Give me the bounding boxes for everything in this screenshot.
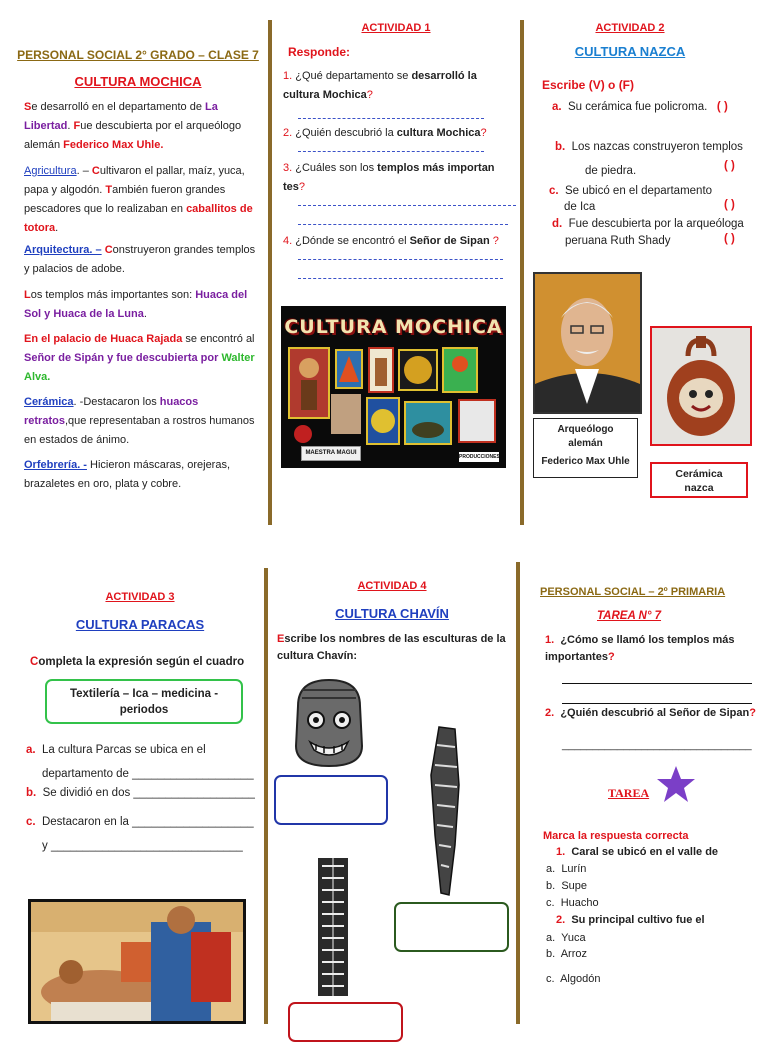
question-1: 1. ¿Qué departamento se desarrolló la cultura Mochica? — [283, 70, 477, 101]
panel6-tarea-number: TAREA N° 7 — [597, 610, 662, 622]
nazca-item-d: d. Fue descubierta por la arqueóloga peruana Ruth Shady — [552, 218, 744, 247]
nazca-item-a: a. Su cerámica fue policroma. ( ) — [552, 101, 728, 113]
homework-answer-line-1b[interactable] — [562, 702, 752, 704]
homework-question-2: 2. ¿Quién descubrió al Señor de Sipan? — [545, 707, 756, 719]
nazca-item-c: c. Se ubicó en el departamento de Ica — [549, 185, 713, 213]
answer-line-3a[interactable] — [298, 204, 516, 206]
mc-question-1: 1. Caral se ubicó en el valle de — [556, 846, 719, 858]
panel3-header: ACTIVIDAD 2 — [595, 22, 665, 34]
fold-divider-bottom-left — [264, 568, 268, 1024]
panel3-title: CULTURA NAZCA — [574, 44, 686, 59]
tf-mark-a[interactable]: ( ) — [716, 101, 728, 113]
answer-line-4a[interactable] — [298, 258, 503, 260]
panel1-temples: Los templos más importantes son: Huaca del Sol y Huaca de la Luna. — [24, 289, 248, 320]
nazca-ceramic-image — [650, 326, 752, 446]
panel5-header: ACTIVIDAD 4 — [357, 580, 427, 592]
poster-title: CULTURA MOCHICA — [284, 316, 503, 338]
poster-artwork — [281, 306, 506, 468]
answer-line-1[interactable] — [298, 117, 484, 119]
stela-artwork — [425, 725, 465, 897]
chavin-answer-box-3[interactable] — [288, 1002, 403, 1042]
paracas-item-b: b. Se dividió en dos ___________________ — [26, 787, 255, 799]
panel6-header: PERSONAL SOCIAL – 2º PRIMARIA — [540, 586, 726, 598]
chavin-head-sculpture-image — [288, 676, 370, 768]
marca-instruction: Marca la respuesta correcta — [543, 830, 689, 842]
fold-divider-top-left — [268, 20, 272, 525]
panel2-responde: Responde: — [288, 45, 351, 59]
homework-answer-line-2[interactable]: _______________________________ — [562, 739, 752, 751]
paracas-painting-image — [28, 899, 246, 1024]
tarea-label: TAREA — [608, 786, 650, 800]
poster-badge-2: PRODUCCIONES — [459, 454, 500, 460]
mc-option-2a[interactable]: a. Yuca — [546, 932, 586, 944]
chavin-answer-box-1[interactable] — [274, 775, 388, 825]
tf-mark-b[interactable]: ( ) — [724, 160, 735, 172]
mc-option-1a[interactable]: a. Lurín — [546, 863, 587, 875]
fold-divider-bottom-right — [516, 562, 520, 1024]
answer-line-2[interactable] — [298, 150, 484, 152]
panel1-header: PERSONAL SOCIAL 2° GRADO – CLASE 7 — [17, 48, 259, 62]
paracas-item-a: a. La cultura Parcas se ubica en el departamento de ___________________ — [26, 744, 254, 780]
panel1-palace: En el palacio de Huaca Rajada se encontró al Señor de Sipán y fue descubierta por Walter Alva. — [24, 333, 255, 383]
mc-question-2: 2. Su principal cultivo fue el — [556, 914, 705, 926]
panel4-instruction: Completa la expresión según el cuadro — [30, 656, 245, 668]
answer-line-3b[interactable] — [298, 223, 508, 225]
panel2-header: ACTIVIDAD 1 — [361, 22, 431, 34]
mc-option-1c[interactable]: c. Huacho — [546, 897, 599, 909]
obelisk-artwork — [316, 858, 350, 996]
tf-mark-d[interactable]: ( ) — [724, 233, 735, 245]
homework-answer-line-1a[interactable] — [562, 682, 752, 684]
fold-divider-top-right — [520, 20, 524, 525]
chavin-answer-box-2[interactable] — [394, 902, 509, 952]
painting-artwork — [31, 902, 243, 1021]
panel1-goldsmithing: Orfebrería. - Hicieron máscaras, orejeras, brazaletes en oro, plata y cobre. — [24, 459, 231, 490]
chavin-obelisk-sculpture-image — [316, 858, 350, 996]
chavin-stela-sculpture-image — [425, 725, 465, 897]
answer-line-4b[interactable] — [298, 277, 503, 279]
panel4-title: CULTURA PARACAS — [75, 617, 205, 632]
question-2: 2. ¿Quién descubrió la cultura Mochica? — [283, 127, 487, 139]
panel1-architecture: Arquitectura. – Construyeron grandes templos y palacios de adobe. — [24, 244, 256, 275]
tf-mark-c[interactable]: ( ) — [724, 199, 735, 211]
panel3-instruction: Escribe (V) o (F) — [542, 78, 635, 92]
uhle-portrait-image — [533, 272, 642, 414]
mc-option-2b[interactable]: b. Arroz — [546, 948, 587, 960]
homework-question-1: 1. ¿Cómo se llamó los templos más importantes? — [545, 634, 735, 663]
nazca-item-b: b. Los nazcas construyeron templos de piedra. — [555, 141, 743, 177]
question-4: 4. ¿Dónde se encontró el Señor de Sipan ? — [283, 235, 499, 247]
portrait-artwork — [535, 274, 640, 412]
panel1-title: CULTURA MOCHICA — [74, 74, 202, 89]
panel4-header: ACTIVIDAD 3 — [105, 591, 175, 603]
mc-option-1b[interactable]: b. Supe — [546, 880, 588, 892]
word-bank-box: Textilería – Ica – medicina - periodos — [45, 679, 243, 724]
ceramic-artwork — [652, 328, 750, 444]
star-icon — [656, 764, 696, 807]
question-3: 3. ¿Cuáles son los templos más importan tes? — [283, 162, 495, 193]
panel1-ceramics: Cerámica. -Destacaron los huacos retratos,que representaban a rostros humanos en estados de ánimo. — [24, 396, 255, 446]
uhle-caption: Arqueólogo alemán Federico Max Uhle — [533, 418, 638, 478]
head-artwork — [288, 676, 370, 768]
panel1-intro: Se desarrolló en el departamento de La Libertad. Fue descubierta por el arqueólogo alemán Federico Max Uhle. — [24, 101, 242, 151]
poster-badge: MAESTRA MAGUI — [301, 446, 361, 461]
panel1-agriculture: Agricultura. – Cultivaron el pallar, maíz, yuca, papa y algodón. También fueron grandes pescadores que lo realizaban en caballitos de totora. — [24, 165, 253, 234]
mochica-poster-image — [281, 306, 506, 468]
panel5-instruction: Escribe los nombres de las esculturas de la cultura Chavín: — [277, 633, 506, 662]
mc-option-2c[interactable]: c. Algodón — [546, 973, 601, 985]
paracas-item-c: c. Destacaron en la ___________________ y ______________________________ — [26, 816, 254, 852]
nazca-ceramic-caption: Cerámica nazca — [650, 462, 748, 498]
panel5-title: CULTURA CHAVÍN — [335, 606, 449, 621]
